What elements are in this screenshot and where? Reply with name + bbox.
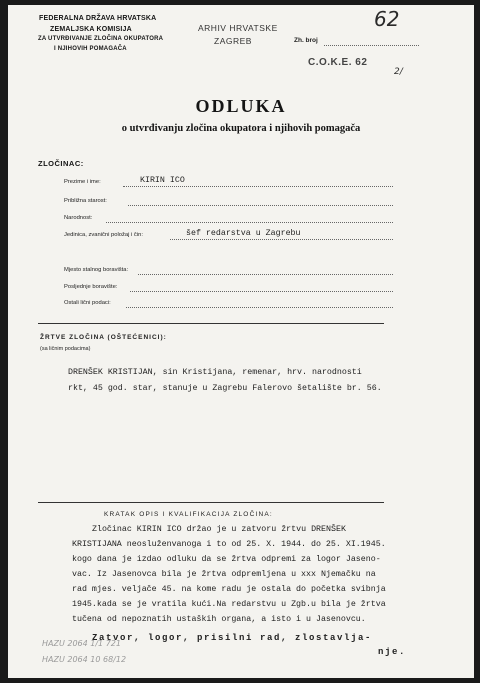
field-label: Posljednje boravište:: [64, 284, 118, 290]
document-page: [8, 5, 474, 678]
description-line: 1945.kada se je vratila kući.Na redarstvu u Zgb.u bila je žrtva: [72, 600, 386, 609]
section-divider: [38, 323, 384, 324]
field-line: [128, 205, 393, 206]
field-value: KIRIN ICO: [140, 176, 185, 185]
field-label: Mjesto stalnog boravišta:: [64, 267, 129, 273]
document-subtitle: o utvrđivanju zločina okupatora i njihovih pomagača: [121, 123, 361, 134]
org-line-1: FEDERALNA DRŽAVA HRVATSKA: [39, 15, 157, 22]
org-line-4: I NJIHOVIH POMAGAČA: [54, 46, 127, 52]
victim-line: rkt, 45 god. star, stanuje u Zagrebu Falerovo šetalište br. 56.: [68, 384, 382, 393]
victims-subheading: (sa ličnim podacima): [40, 346, 91, 352]
reference-code: C.O.K.E. 62: [308, 57, 368, 68]
field-label: Približna starost:: [64, 198, 107, 204]
field-line: [138, 274, 393, 275]
page-number: 62: [374, 7, 400, 31]
field-line: [170, 239, 393, 240]
description-line: rad mjes. veljače 45. na kome radu je ostala do početka svibnja: [72, 585, 386, 594]
victim-line: DRENŠEK KRISTIJAN, sin Kristijana, remenar, hrv. narodnosti: [68, 368, 362, 377]
broj-line: [324, 45, 419, 46]
description-line: Zločinac KIRIN ICO držao je u zatvoru žrtvu DRENŠEK: [92, 525, 346, 534]
section-divider: [38, 502, 384, 503]
field-value: šef redarstva u Zagrebu: [186, 229, 301, 238]
field-label: Jedinica, zvanični položaj i čin:: [64, 232, 143, 238]
field-label: Ostali lični podaci:: [64, 300, 111, 306]
field-line: [123, 186, 393, 187]
victims-heading: ŽRTVE ZLOČINA (OŠTEĆENICI):: [40, 334, 167, 341]
archive-stamp-line-1: ARHIV HRVATSKE: [198, 23, 278, 33]
reference-suffix: 2/: [394, 67, 403, 77]
description-line: KRISTIJANA neosluženvanoga i to od 25. X. 1944. do 25. XI.1945.: [72, 540, 386, 549]
qualification-line-end: nje.: [378, 647, 407, 657]
field-label: Prezime i ime:: [64, 179, 101, 185]
field-line: [126, 307, 393, 308]
field-label: Narodnost:: [64, 215, 93, 221]
field-line: [106, 222, 393, 223]
description-line: kogo dana je izdao odluku da se žrtva odpremi za logor Jaseno-: [72, 555, 381, 564]
description-line: vac. Iz Jasenovca bila je žrtva odpremljena u xxx Njemačku na: [72, 570, 376, 579]
org-line-3: ZA UTVRĐIVANJE ZLOČINA OKUPATORA: [38, 36, 164, 42]
archive-stamp-line-2: ZAGREB: [214, 36, 252, 46]
perpetrator-heading: ZLOČINAC:: [38, 159, 84, 168]
field-line: [130, 291, 393, 292]
description-line: tučena od nepoznatih ustaških organa, a isto i u Jasenovcu.: [72, 615, 366, 624]
archive-note: HAZU 2064 10 68/12: [42, 655, 127, 664]
broj-label: Zh. broj: [294, 37, 318, 44]
archive-note: HAZU 2064 1/1 721: [42, 639, 121, 648]
org-line-2: ZEMALJSKA KOMISIJA: [50, 26, 132, 33]
description-heading: KRATAK OPIS I KVALIFIKACIJA ZLOČINA:: [104, 511, 273, 518]
document-title: ODLUKA: [195, 96, 287, 116]
qualification-line: Zatvor, logor, prisilni rad, zlostavlja-: [92, 633, 373, 643]
